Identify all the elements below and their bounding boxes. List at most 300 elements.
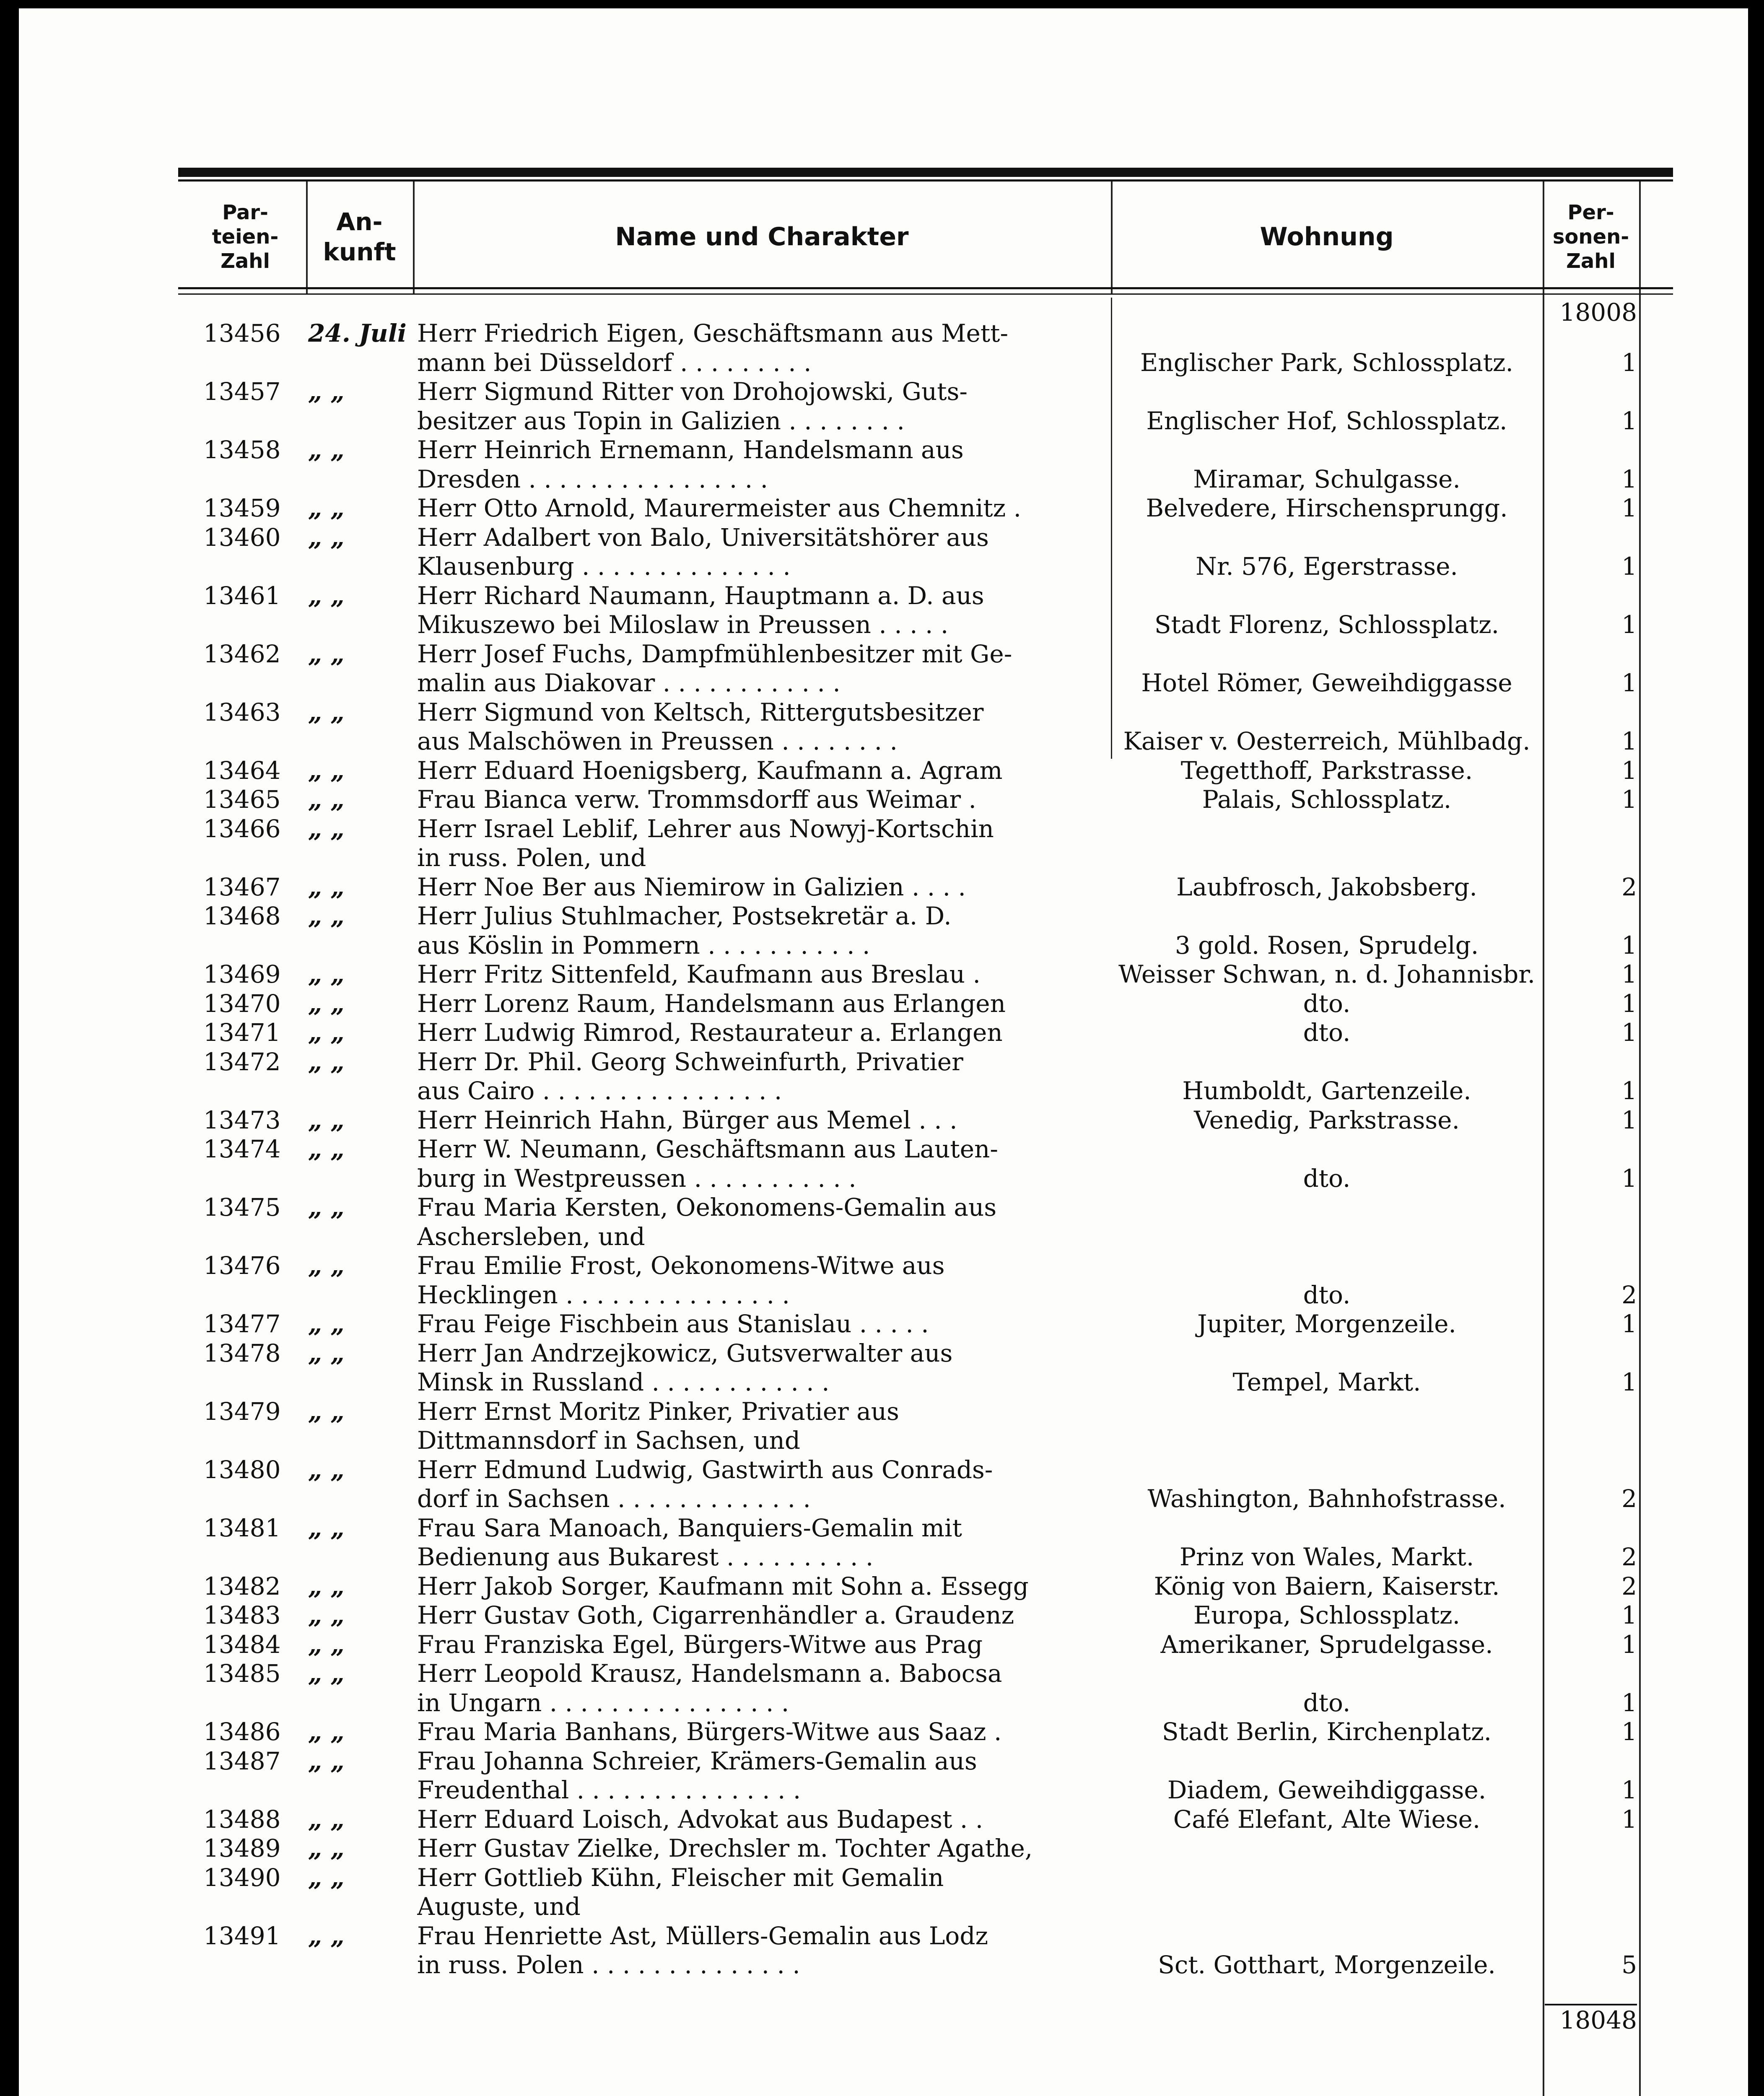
residence: [1109, 1455, 1545, 1484]
name-and-occupation: Klausenburg . . . . . . . . . . . . . .: [417, 552, 791, 581]
arrival-date: „ „: [308, 1747, 345, 1775]
arrival-date: „ „: [308, 756, 345, 785]
name-and-occupation: Herr Eduard Loisch, Advokat aus Budapest . .: [417, 1805, 983, 1834]
row-number: 13457: [203, 377, 281, 406]
name-and-occupation: Herr Gustav Goth, Cigarrenhändler a. Graudenz: [417, 1601, 1014, 1629]
person-count: 1: [1621, 960, 1637, 988]
name-and-occupation: Hecklingen . . . . . . . . . . . . . . .: [417, 1281, 790, 1309]
arrival-date: „ „: [308, 815, 345, 843]
person-count: [1553, 581, 1637, 610]
arrival-date: „ „: [308, 1922, 345, 1950]
residence: [1109, 1339, 1545, 1368]
arrival-date: „ „: [308, 1863, 345, 1892]
name-and-occupation: Herr W. Neumann, Geschäftsmann aus Lauten-: [417, 1135, 998, 1163]
row-number: 13470: [203, 989, 281, 1018]
name-and-occupation: Herr Julius Stuhlmacher, Postsekretär a. D.: [417, 902, 952, 930]
row-number: 13458: [203, 436, 281, 464]
row-number: 13463: [203, 698, 281, 726]
name-and-occupation: Freudenthal . . . . . . . . . . . . . . .: [417, 1776, 801, 1804]
person-count: 1: [1621, 552, 1637, 581]
arrival-date: [308, 1280, 417, 1310]
final-total: 18048: [1545, 2004, 1637, 2035]
arrival-date: [308, 552, 417, 581]
arrival-date: [308, 1164, 417, 1193]
name-and-occupation: malin aus Diakovar . . . . . . . . . . . .: [417, 669, 840, 697]
arrival-date: „ „: [308, 1339, 345, 1367]
header-divider: [306, 182, 308, 295]
row-number: 13485: [203, 1659, 281, 1688]
name-and-occupation: Herr Josef Fuchs, Dampfmühlenbesitzer mit Ge-: [417, 640, 1012, 668]
person-count: 1: [1621, 1717, 1637, 1746]
header-personen-zahl: Per- sonen- Zahl: [1552, 201, 1629, 273]
person-count: 1: [1621, 1077, 1637, 1105]
row-number: [203, 668, 312, 698]
residence: [1109, 1222, 1545, 1251]
person-count: [1553, 1659, 1637, 1688]
column-divider: [1639, 182, 1641, 2096]
arrival-date: [308, 1484, 417, 1513]
name-and-occupation: Frau Emilie Frost, Oekonomens-Witwe aus: [417, 1251, 945, 1280]
person-count: [1553, 1222, 1637, 1251]
residence: [1109, 319, 1545, 348]
residence: [1109, 814, 1545, 843]
arrival-date: [308, 406, 417, 436]
row-number: [203, 1280, 312, 1310]
name-and-occupation: Mikuszewo bei Miloslaw in Preussen . . . . .: [417, 610, 949, 639]
residence: Nr. 576, Egerstrasse.: [1196, 552, 1458, 581]
residence: Hotel Römer, Geweihdiggasse: [1141, 669, 1512, 697]
arrival-date: „ „: [308, 436, 345, 464]
row-number: [203, 931, 312, 960]
arrival-date: [308, 1426, 417, 1455]
residence: [1109, 1892, 1545, 1921]
residence: [1109, 1863, 1545, 1892]
person-count: [1553, 1251, 1637, 1280]
name-and-occupation: Auguste, und: [417, 1892, 581, 1921]
person-count: 1: [1621, 1368, 1637, 1396]
row-number: 13466: [203, 815, 281, 843]
name-and-occupation: mann bei Düsseldorf . . . . . . . . .: [417, 348, 812, 377]
name-and-occupation: Frau Bianca verw. Trommsdorff aus Weimar .: [417, 785, 976, 814]
residence: Palais, Schlossplatz.: [1202, 785, 1452, 814]
name-and-occupation: Herr Heinrich Hahn, Bürger aus Memel . . .: [417, 1106, 957, 1134]
name-and-occupation: Frau Maria Kersten, Oekonomens-Gemalin aus: [417, 1193, 997, 1222]
person-count: 1: [1621, 407, 1637, 435]
name-and-occupation: Herr Ludwig Rimrod, Restaurateur a. Erlangen: [417, 1018, 1003, 1047]
row-number: [203, 1542, 312, 1572]
row-number: 13468: [203, 902, 281, 930]
arrival-date: „ „: [308, 1048, 345, 1076]
arrival-date: [308, 464, 417, 494]
name-and-occupation: Bedienung aus Bukarest . . . . . . . . . .: [417, 1543, 874, 1571]
person-count: [1553, 901, 1637, 931]
row-number: 13464: [203, 756, 281, 785]
arrival-date: [308, 1542, 417, 1572]
row-number: [203, 348, 312, 377]
name-and-occupation: Herr Sigmund von Keltsch, Rittergutsbesitzer: [417, 698, 984, 726]
name-and-occupation: Herr Richard Naumann, Hauptmann a. D. aus: [417, 581, 984, 610]
residence: Englischer Park, Schlossplatz.: [1140, 348, 1513, 377]
arrival-date: [308, 1367, 417, 1397]
residence: dto.: [1303, 1164, 1351, 1193]
person-count: 1: [1621, 494, 1637, 522]
name-and-occupation: Herr Lorenz Raum, Handelsmann aus Erlangen: [417, 989, 1006, 1018]
name-and-occupation: Frau Johanna Schreier, Krämers-Gemalin aus: [417, 1747, 977, 1775]
residence: [1109, 1426, 1545, 1455]
row-number: [203, 1426, 312, 1455]
top-rule: [178, 168, 1673, 177]
name-and-occupation: Aschersleben, und: [417, 1222, 645, 1251]
row-number: 13469: [203, 960, 281, 988]
person-count: [1553, 1921, 1637, 1951]
residence: [1109, 639, 1545, 669]
row-number: 13467: [203, 873, 281, 901]
header-rule-thin: [178, 293, 1673, 295]
person-count: [1553, 1193, 1637, 1222]
arrival-date: [308, 726, 417, 756]
person-count: 1: [1621, 1630, 1637, 1659]
residence: [1109, 1134, 1545, 1164]
person-count: [1553, 1746, 1637, 1776]
person-count: 1: [1621, 727, 1637, 755]
name-and-occupation: Minsk in Russland . . . . . . . . . . . .: [417, 1368, 830, 1396]
row-number: [203, 726, 312, 756]
person-count: 1: [1621, 1106, 1637, 1134]
person-count: [1553, 1892, 1637, 1921]
row-number: 13482: [203, 1572, 281, 1601]
arrival-date: „ „: [308, 902, 345, 930]
residence: [1109, 581, 1545, 610]
name-and-occupation: in russ. Polen . . . . . . . . . . . . . .: [417, 1951, 800, 1979]
name-and-occupation: Herr Dr. Phil. Georg Schweinfurth, Privatier: [417, 1048, 963, 1076]
person-count: [1553, 698, 1637, 727]
row-number: [203, 1950, 312, 1979]
row-number: 13488: [203, 1805, 281, 1834]
row-number: 13462: [203, 640, 281, 668]
arrival-date: „ „: [308, 1455, 345, 1484]
name-and-occupation: Herr Eduard Hoenigsberg, Kaufmann a. Agram: [417, 756, 1003, 785]
arrival-date: [308, 1950, 417, 1979]
name-and-occupation: Frau Sara Manoach, Banquiers-Gemalin mit: [417, 1514, 962, 1542]
residence: [1109, 698, 1545, 727]
name-and-occupation: Herr Fritz Sittenfeld, Kaufmann aus Breslau .: [417, 960, 981, 988]
person-count: 2: [1621, 1484, 1637, 1513]
row-number: [203, 1775, 312, 1805]
residence: [1109, 1193, 1545, 1222]
person-count: 1: [1621, 465, 1637, 493]
residence: dto.: [1303, 1281, 1351, 1309]
arrival-date: „ „: [308, 785, 345, 814]
residence: Prinz von Wales, Markt.: [1179, 1543, 1474, 1571]
row-number: 13491: [203, 1922, 281, 1950]
person-count: 2: [1621, 873, 1637, 901]
arrival-date: „ „: [308, 377, 345, 406]
row-number: 13478: [203, 1339, 281, 1367]
residence: Diadem, Geweihdiggasse.: [1167, 1776, 1486, 1804]
person-count: 1: [1621, 1805, 1637, 1834]
person-count: [1553, 843, 1637, 872]
arrival-date: „ „: [308, 494, 345, 522]
person-count: [1553, 523, 1637, 552]
person-count: 1: [1621, 1601, 1637, 1629]
person-count: [1553, 1134, 1637, 1164]
residence: Belvedere, Hirschensprungg.: [1146, 494, 1508, 522]
residence: [1109, 1921, 1545, 1951]
residence: Sct. Gotthart, Morgenzeile.: [1158, 1951, 1496, 1979]
row-number: 13477: [203, 1310, 281, 1338]
name-and-occupation: Herr Jan Andrzejkowicz, Gutsverwalter aus: [417, 1339, 953, 1367]
row-number: 13474: [203, 1135, 281, 1163]
residence: [1109, 901, 1545, 931]
name-and-occupation: burg in Westpreussen . . . . . . . . . . .: [417, 1164, 856, 1193]
arrival-date: „ „: [308, 698, 345, 726]
row-number: 13472: [203, 1048, 281, 1076]
person-count: 2: [1621, 1543, 1637, 1571]
arrival-date: „ „: [308, 640, 345, 668]
person-count: 2: [1621, 1572, 1637, 1601]
header-parteien-zahl: Par- teien- Zahl: [212, 201, 279, 273]
row-number: 13479: [203, 1397, 281, 1426]
name-and-occupation: besitzer aus Topin in Galizien . . . . . . . .: [417, 407, 905, 435]
row-number: [203, 552, 312, 581]
arrival-date: [308, 1222, 417, 1251]
person-count: [1553, 1834, 1637, 1863]
arrival-date: „ „: [308, 1659, 345, 1688]
arrival-date: [308, 1076, 417, 1105]
row-number: 13484: [203, 1630, 281, 1659]
row-number: [203, 843, 312, 872]
name-and-occupation: Herr Gottlieb Kühn, Fleischer mit Gemalin: [417, 1863, 944, 1892]
person-count: 1: [1621, 1776, 1637, 1804]
name-and-occupation: Dresden . . . . . . . . . . . . . . . .: [417, 465, 768, 493]
residence: Miramar, Schulgasse.: [1193, 465, 1460, 493]
person-count: 1: [1621, 989, 1637, 1018]
person-count: [1553, 1047, 1637, 1077]
arrival-date: „ „: [308, 1397, 345, 1426]
person-count: 1: [1621, 1018, 1637, 1047]
arrival-date: [308, 1775, 417, 1805]
row-number: 13481: [203, 1514, 281, 1542]
residence: [1109, 1834, 1545, 1863]
row-number: 13480: [203, 1455, 281, 1484]
residence: Laubfrosch, Jakobsberg.: [1176, 873, 1477, 901]
person-count: [1553, 1863, 1637, 1892]
person-count: [1553, 814, 1637, 843]
residence: [1109, 435, 1545, 464]
residence: [1109, 377, 1545, 406]
arrival-date: [308, 348, 417, 377]
person-count: 1: [1621, 785, 1637, 814]
residence: Washington, Bahnhofstrasse.: [1147, 1484, 1506, 1513]
person-count: [1553, 435, 1637, 464]
residence: Jupiter, Morgenzeile.: [1197, 1310, 1456, 1338]
row-number: 13465: [203, 785, 281, 814]
person-count: 1: [1621, 756, 1637, 785]
arrival-date: „ „: [308, 1514, 345, 1542]
arrival-date: „ „: [308, 1106, 345, 1134]
person-count: 1: [1621, 931, 1637, 960]
row-number: 13489: [203, 1834, 281, 1863]
residence: Café Elefant, Alte Wiese.: [1173, 1805, 1481, 1834]
row-number: [203, 1076, 312, 1105]
residence: Amerikaner, Sprudelgasse.: [1160, 1630, 1493, 1659]
person-count: [1553, 319, 1637, 348]
residence: 3 gold. Rosen, Sprudelg.: [1175, 931, 1479, 960]
name-and-occupation: aus Cairo . . . . . . . . . . . . . . . .: [417, 1077, 782, 1105]
arrival-date: „ „: [308, 960, 345, 988]
name-and-occupation: Dittmannsdorf in Sachsen, und: [417, 1426, 801, 1455]
name-and-occupation: Herr Leopold Krausz, Handelsmann a. Babocsa: [417, 1659, 1002, 1688]
row-number: 13456: [203, 319, 281, 348]
arrival-date: „ „: [308, 1805, 345, 1834]
residence: dto.: [1303, 989, 1351, 1018]
person-count: [1553, 1426, 1637, 1455]
arrival-date: „ „: [308, 1630, 345, 1659]
name-and-occupation: Herr Noe Ber aus Niemirow in Galizien . . . .: [417, 873, 966, 901]
residence: Stadt Berlin, Kirchenplatz.: [1162, 1717, 1492, 1746]
name-and-occupation: Frau Henriette Ast, Müllers-Gemalin aus Lodz: [417, 1922, 988, 1950]
row-number: 13473: [203, 1106, 281, 1134]
name-and-occupation: Herr Adalbert von Balo, Universitätshörer aus: [417, 523, 989, 552]
name-and-occupation: aus Malschöwen in Preussen . . . . . . . .: [417, 727, 898, 755]
arrival-date: „ „: [308, 873, 345, 901]
arrival-date: „ „: [308, 1601, 345, 1629]
person-count: 2: [1621, 1281, 1637, 1309]
person-count: [1553, 1455, 1637, 1484]
row-number: 13486: [203, 1717, 281, 1746]
residence: Europa, Schlossplatz.: [1193, 1601, 1460, 1629]
person-count: [1553, 639, 1637, 669]
name-and-occupation: Herr Otto Arnold, Maurermeister aus Chemnitz .: [417, 494, 1022, 522]
row-number: [203, 1367, 312, 1397]
name-and-occupation: Herr Israel Leblif, Lehrer aus Nowyj-Kortschin: [417, 815, 994, 843]
register-page: [19, 8, 1748, 2096]
residence: Tempel, Markt.: [1232, 1368, 1421, 1396]
carry-over-total: 18008: [1559, 298, 1637, 327]
name-and-occupation: Frau Feige Fischbein aus Stanislau . . . . .: [417, 1310, 929, 1338]
row-number: 13460: [203, 523, 281, 552]
residence: Weisser Schwan, n. d. Johannisbr.: [1118, 960, 1536, 988]
top-rule-thin: [178, 179, 1673, 182]
residence: Kaiser v. Oesterreich, Mühlbadg.: [1123, 727, 1531, 755]
arrival-date: [308, 668, 417, 698]
person-count: 5: [1621, 1951, 1637, 1979]
person-count: [1553, 1513, 1637, 1543]
residence: König von Baiern, Kaiserstr.: [1154, 1572, 1500, 1601]
arrival-date: [308, 1688, 417, 1717]
person-count: 1: [1621, 1689, 1637, 1717]
residence: [1109, 523, 1545, 552]
row-number: [203, 464, 312, 494]
residence: [1109, 1659, 1545, 1688]
arrival-date: „ „: [308, 1834, 345, 1863]
row-number: 13476: [203, 1251, 281, 1280]
residence: [1109, 1047, 1545, 1077]
row-number: 13487: [203, 1747, 281, 1775]
residence: dto.: [1303, 1018, 1351, 1047]
residence: [1109, 1513, 1545, 1543]
header-wohnung: Wohnung: [1260, 222, 1394, 252]
person-count: 1: [1621, 669, 1637, 697]
arrival-date: [308, 1892, 417, 1921]
name-and-occupation: in russ. Polen, und: [417, 843, 646, 872]
name-and-occupation: dorf in Sachsen . . . . . . . . . . . . .: [417, 1484, 811, 1513]
residence: [1109, 1251, 1545, 1280]
name-and-occupation: Frau Maria Banhans, Bürgers-Witwe aus Saaz .: [417, 1717, 1002, 1746]
person-count: 1: [1621, 1310, 1637, 1338]
arrival-date: „ „: [308, 523, 345, 552]
arrival-date: „ „: [308, 1572, 345, 1601]
name-and-occupation: Herr Ernst Moritz Pinker, Privatier aus: [417, 1397, 899, 1426]
header-divider: [1111, 182, 1113, 295]
name-and-occupation: Herr Sigmund Ritter von Drohojowski, Guts-: [417, 377, 968, 406]
arrival-date: „ „: [308, 1251, 345, 1280]
residence: Englischer Hof, Schlossplatz.: [1146, 407, 1507, 435]
residence: [1109, 1397, 1545, 1426]
arrival-date: „ „: [308, 1135, 345, 1163]
arrival-date: „ „: [308, 1018, 345, 1047]
name-and-occupation: Herr Friedrich Eigen, Geschäftsmann aus Mett-: [417, 319, 1009, 348]
person-count: 1: [1621, 348, 1637, 377]
name-and-occupation: Herr Gustav Zielke, Drechsler m. Tochter Agathe,: [417, 1834, 1033, 1863]
arrival-date: 24. Juli: [308, 319, 407, 348]
row-number: [203, 610, 312, 639]
arrival-date: [308, 931, 417, 960]
name-and-occupation: in Ungarn . . . . . . . . . . . . . . . .: [417, 1689, 789, 1717]
person-count: 1: [1621, 1164, 1637, 1193]
row-number: [203, 1688, 312, 1717]
row-number: 13483: [203, 1601, 281, 1629]
residence: [1109, 1746, 1545, 1776]
residence: Tegetthoff, Parkstrasse.: [1180, 756, 1473, 785]
residence: [1109, 843, 1545, 872]
arrival-date: „ „: [308, 1310, 345, 1338]
row-number: 13471: [203, 1018, 281, 1047]
row-number: [203, 1164, 312, 1193]
person-count: [1553, 1397, 1637, 1426]
person-count: [1553, 377, 1637, 406]
arrival-date: [308, 610, 417, 639]
header-rule: [178, 287, 1673, 289]
name-and-occupation: Herr Jakob Sorger, Kaufmann mit Sohn a. Essegg: [417, 1572, 1029, 1601]
header-name-charakter: Name und Charakter: [615, 222, 909, 252]
row-number: 13490: [203, 1863, 281, 1892]
row-number: 13475: [203, 1193, 281, 1222]
name-and-occupation: Herr Heinrich Ernemann, Handelsmann aus: [417, 436, 964, 464]
header-ankunft: An- kunft: [323, 208, 396, 266]
row-number: [203, 1484, 312, 1513]
residence: Humboldt, Gartenzeile.: [1182, 1077, 1471, 1105]
arrival-date: [308, 843, 417, 872]
arrival-date: „ „: [308, 1717, 345, 1746]
arrival-date: „ „: [308, 581, 345, 610]
name-and-occupation: Herr Edmund Ludwig, Gastwirth aus Conrads-: [417, 1455, 993, 1484]
row-number: [203, 406, 312, 436]
header-divider: [413, 182, 415, 295]
arrival-date: „ „: [308, 1193, 345, 1222]
person-count: 1: [1621, 610, 1637, 639]
residence: Stadt Florenz, Schlossplatz.: [1154, 610, 1499, 639]
name-and-occupation: Frau Franziska Egel, Bürgers-Witwe aus Prag: [417, 1630, 983, 1659]
residence: dto.: [1303, 1689, 1351, 1717]
residence: Venedig, Parkstrasse.: [1194, 1106, 1460, 1134]
name-and-occupation: aus Köslin in Pommern . . . . . . . . . . .: [417, 931, 870, 960]
row-number: [203, 1892, 312, 1921]
row-number: [203, 1222, 312, 1251]
person-count: [1553, 1339, 1637, 1368]
row-number: 13461: [203, 581, 281, 610]
arrival-date: „ „: [308, 989, 345, 1018]
